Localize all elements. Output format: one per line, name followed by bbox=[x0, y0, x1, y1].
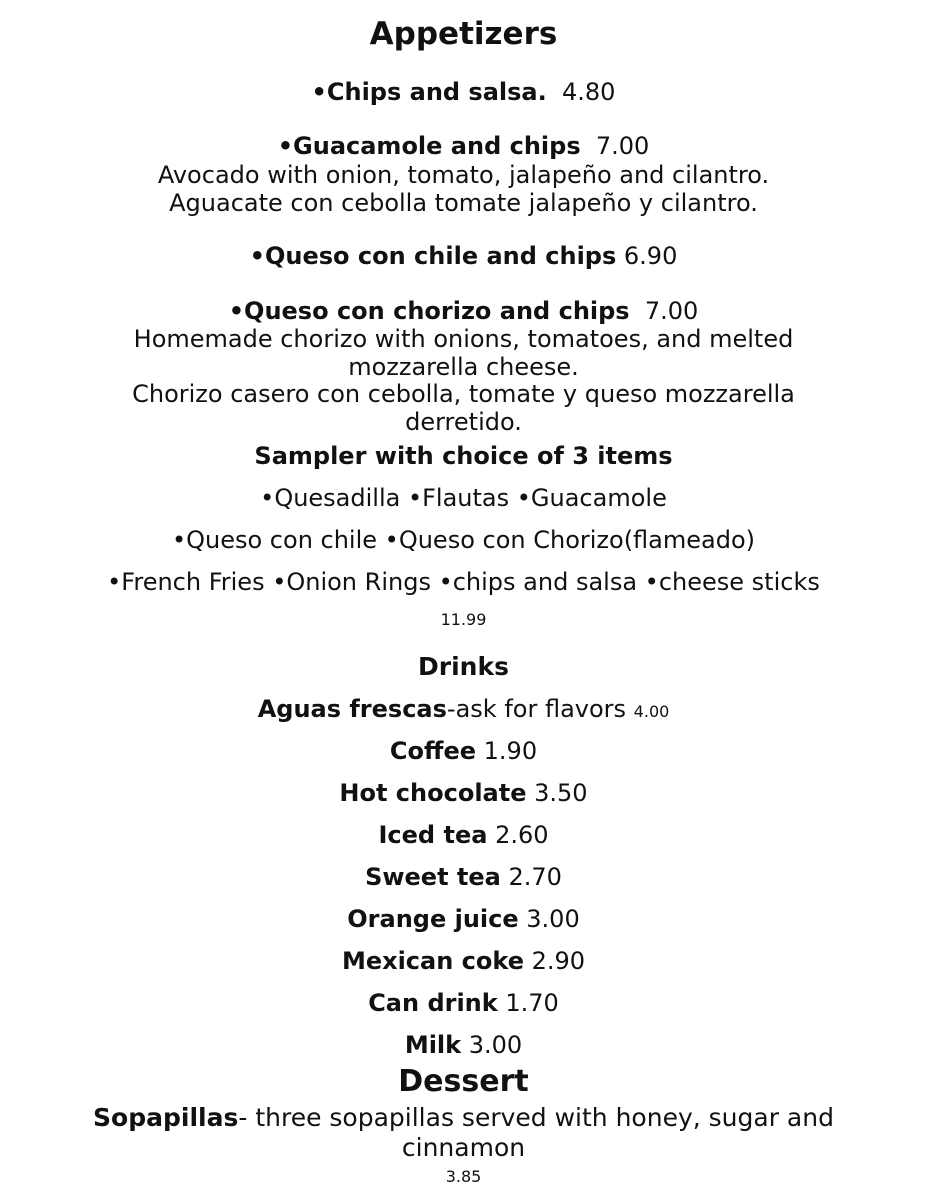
item-name: •Queso con chorizo and chips bbox=[228, 297, 630, 325]
sampler-options-row-3: •French Fries •Onion Rings •chips and salsa •cheese sticks bbox=[107, 568, 820, 596]
drink-item bbox=[0, 989, 927, 1017]
dessert-heading: Dessert bbox=[398, 1064, 529, 1099]
item-name: •Guacamole and chips bbox=[277, 132, 581, 160]
item-price: 7.00 bbox=[644, 297, 699, 325]
dessert-name: Sopapillas bbox=[93, 1103, 239, 1132]
drink-name: Hot chocolate bbox=[339, 779, 527, 807]
item-name: •Chips and salsa. bbox=[311, 78, 547, 106]
drink-name: Milk bbox=[404, 1031, 462, 1059]
drink-item bbox=[0, 947, 927, 975]
item-queso-chile bbox=[0, 242, 927, 270]
drink-price: 3.50 bbox=[534, 779, 588, 807]
drink-price: 1.90 bbox=[483, 737, 538, 765]
drink-name: Can drink bbox=[368, 989, 498, 1017]
guacamole-desc-es: Aguacate con cebolla tomate jalapeño y cilantro. bbox=[169, 189, 758, 217]
drink-name: Coffee bbox=[389, 737, 477, 765]
sampler-title: Sampler with choice of 3 items bbox=[254, 442, 673, 470]
sampler-options-row-2: •Queso con chile •Queso con Chorizo(flameado) bbox=[171, 526, 756, 554]
drink-name: Iced tea bbox=[378, 821, 488, 849]
drink-item bbox=[0, 1031, 927, 1059]
drink-name: Mexican coke bbox=[341, 947, 524, 975]
item-price: 4.80 bbox=[562, 78, 616, 106]
drink-item bbox=[0, 737, 927, 765]
drink-item bbox=[0, 863, 927, 891]
drink-note: -ask for flavors bbox=[446, 695, 627, 723]
drink-price: 2.60 bbox=[495, 821, 549, 849]
sampler-price: 11.99 bbox=[440, 610, 487, 629]
dessert-desc: - three sopapillas served with honey, sugar and cinnamon bbox=[238, 1103, 834, 1162]
item-price: 7.00 bbox=[595, 132, 650, 160]
item-price: 6.90 bbox=[623, 242, 678, 270]
drink-price: 2.90 bbox=[531, 947, 586, 975]
drink-name: Orange juice bbox=[347, 905, 519, 933]
drink-price: 1.70 bbox=[505, 989, 559, 1017]
drink-name: Aguas frescas bbox=[257, 695, 447, 723]
drink-price: 4.00 bbox=[633, 702, 670, 721]
guacamole-desc-en: Avocado with onion, tomato, jalapeño and cilantro. bbox=[157, 161, 770, 189]
queso-chorizo-desc-es-1: Chorizo casero con cebolla, tomate y queso mozzarella bbox=[132, 380, 795, 408]
dessert-price: 3.85 bbox=[445, 1167, 482, 1186]
drink-price: 3.00 bbox=[526, 905, 580, 933]
drink-item bbox=[0, 779, 927, 807]
drink-item bbox=[0, 905, 927, 933]
item-chips-salsa bbox=[0, 78, 927, 106]
dessert-sopapillas bbox=[40, 1103, 887, 1163]
drink-aguas-frescas bbox=[0, 695, 927, 723]
item-guacamole bbox=[0, 132, 927, 160]
drink-price: 2.70 bbox=[508, 863, 562, 891]
drink-name: Sweet tea bbox=[365, 863, 501, 891]
drink-price: 3.00 bbox=[468, 1031, 523, 1059]
appetizers-heading: Appetizers bbox=[369, 16, 558, 52]
item-queso-chorizo bbox=[0, 297, 927, 325]
item-name: •Queso con chile and chips bbox=[249, 242, 617, 270]
queso-chorizo-desc-en-1: Homemade chorizo with onions, tomatoes, and melted bbox=[133, 325, 794, 353]
queso-chorizo-desc-en-2: mozzarella cheese. bbox=[348, 353, 579, 381]
queso-chorizo-desc-es-2: derretido. bbox=[405, 408, 522, 436]
drinks-heading: Drinks bbox=[418, 652, 509, 681]
drink-item bbox=[0, 821, 927, 849]
sampler-options-row-1: •Quesadilla •Flautas •Guacamole bbox=[260, 484, 667, 512]
